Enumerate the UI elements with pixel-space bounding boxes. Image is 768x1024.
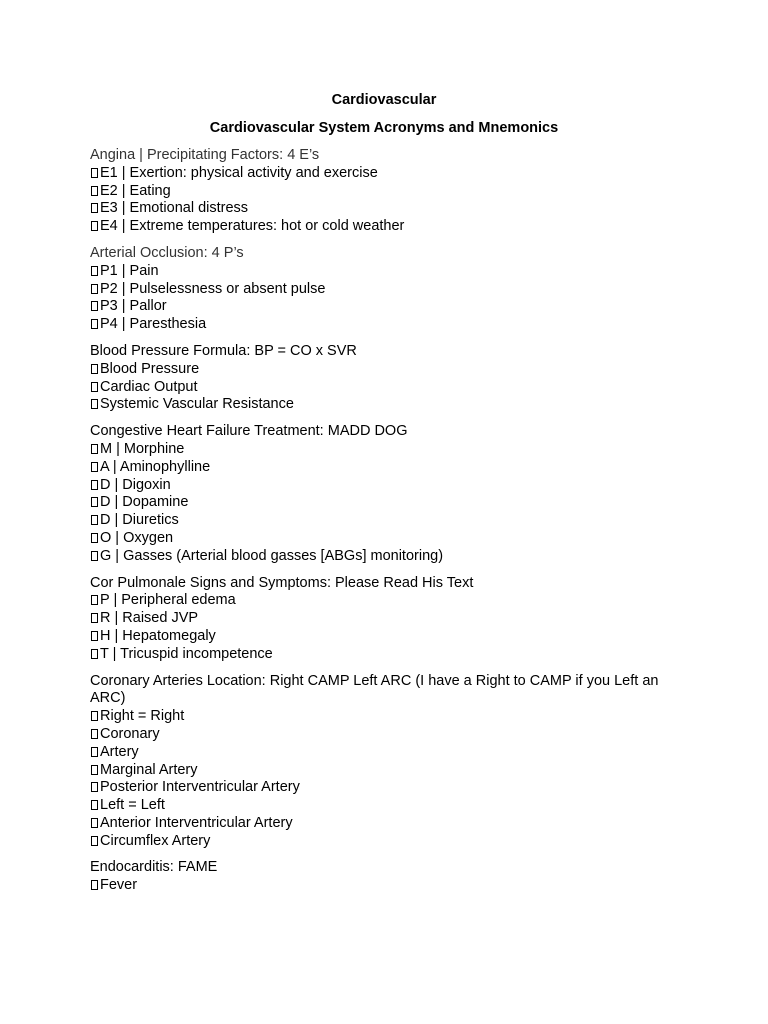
list-item-text: Right = Right — [100, 708, 185, 725]
missing-glyph-box-icon — [91, 186, 98, 196]
missing-glyph-box-icon — [91, 364, 98, 374]
list-item — [90, 726, 690, 744]
list-item-text: Marginal Artery — [100, 761, 198, 778]
list-item-text: O | Oxygen — [100, 529, 174, 546]
list-item-text: A | Aminophylline — [100, 458, 211, 475]
list-item-text: E1 | Exertion: physical activity and exercise — [100, 164, 378, 181]
list-item — [90, 877, 690, 895]
list-item-text: P | Peripheral edema — [100, 592, 236, 609]
missing-glyph-box-icon — [91, 203, 98, 213]
list-item — [90, 200, 690, 218]
list-item-text: D | Dopamine — [100, 494, 189, 511]
list-item — [90, 530, 690, 548]
list-item — [90, 610, 690, 628]
list-item-text: Posterior Interventricular Artery — [100, 779, 300, 796]
missing-glyph-box-icon — [91, 301, 98, 311]
list-item — [90, 477, 690, 495]
list-item-text: P4 | Paresthesia — [100, 316, 207, 333]
missing-glyph-box-icon — [91, 480, 98, 490]
missing-glyph-box-icon — [91, 399, 98, 409]
list-item-text: Blood Pressure — [100, 360, 200, 377]
missing-glyph-box-icon — [91, 221, 98, 231]
list-item-text: Anterior Interventricular Artery — [100, 814, 293, 831]
list-item — [90, 396, 690, 414]
list-item-text: P1 | Pain — [100, 262, 159, 279]
missing-glyph-box-icon — [91, 515, 98, 525]
list-item-text: Fever — [100, 877, 138, 894]
missing-glyph-box-icon — [91, 729, 98, 739]
list-item — [90, 459, 690, 477]
list-item-text: P2 | Pulselessness or absent pulse — [100, 280, 326, 297]
section-heading: Angina | Precipitating Factors: 4 E’s — [90, 147, 320, 163]
missing-glyph-box-icon — [91, 497, 98, 507]
mnemonic-section — [90, 245, 690, 334]
list-item-text: Systemic Vascular Resistance — [100, 396, 294, 413]
missing-glyph-box-icon — [91, 765, 98, 775]
list-item-text: D | Diuretics — [100, 512, 179, 529]
missing-glyph-box-icon — [91, 595, 98, 605]
list-item-text: R | Raised JVP — [100, 610, 199, 627]
missing-glyph-box-icon — [91, 880, 98, 890]
list-item — [90, 183, 690, 201]
list-item — [90, 218, 690, 236]
list-item — [90, 548, 690, 566]
list-item — [90, 797, 690, 815]
page-title: Cardiovascular — [331, 92, 437, 108]
mnemonic-section — [90, 575, 690, 664]
list-item — [90, 263, 690, 281]
list-item-text: Left = Left — [100, 797, 165, 814]
page-subtitle: Cardiovascular System Acronyms and Mnemonics — [209, 120, 559, 136]
missing-glyph-box-icon — [91, 782, 98, 792]
section-heading: Cor Pulmonale Signs and Symptoms: Please Read His Text — [90, 574, 474, 591]
list-item — [90, 815, 690, 833]
section-heading: Endocarditis: FAME — [90, 859, 218, 876]
list-item — [90, 165, 690, 183]
list-item-text: E2 | Eating — [100, 182, 171, 199]
list-item-text: G | Gasses (Arterial blood gasses [ABGs] monitoring) — [100, 547, 444, 564]
list-item — [90, 441, 690, 459]
missing-glyph-box-icon — [91, 266, 98, 276]
list-item — [90, 281, 690, 299]
section-heading: Congestive Heart Failure Treatment: MADD DOG — [90, 423, 408, 440]
list-item-text: H | Hepatomegaly — [100, 627, 216, 644]
missing-glyph-box-icon — [91, 800, 98, 810]
mnemonic-section — [90, 673, 690, 851]
list-item-text: D | Digoxin — [100, 476, 171, 493]
sections-list — [90, 147, 690, 904]
list-item — [90, 512, 690, 530]
list-item-text: T | Tricuspid incompetence — [100, 645, 273, 662]
list-item-text: P3 | Pallor — [100, 298, 167, 315]
missing-glyph-box-icon — [91, 836, 98, 846]
missing-glyph-box-icon — [91, 284, 98, 294]
list-item — [90, 779, 690, 797]
missing-glyph-box-icon — [91, 533, 98, 543]
list-item — [90, 744, 690, 762]
list-item-text: E3 | Emotional distress — [100, 200, 249, 217]
list-item-text: Cardiac Output — [100, 378, 198, 395]
list-item-text: Circumflex Artery — [100, 832, 211, 849]
missing-glyph-box-icon — [91, 711, 98, 721]
list-item — [90, 628, 690, 646]
missing-glyph-box-icon — [91, 613, 98, 623]
list-item — [90, 379, 690, 397]
missing-glyph-box-icon — [91, 319, 98, 329]
mnemonic-section — [90, 147, 690, 236]
list-item — [90, 762, 690, 780]
missing-glyph-box-icon — [91, 631, 98, 641]
missing-glyph-box-icon — [91, 462, 98, 472]
missing-glyph-box-icon — [91, 444, 98, 454]
list-item — [90, 592, 690, 610]
missing-glyph-box-icon — [91, 818, 98, 828]
section-heading: Coronary Arteries Location: Right CAMP Left ARC (I have a Right to CAMP if you Left an ARC) — [90, 672, 659, 707]
section-heading: Blood Pressure Formula: BP = CO x SVR — [90, 342, 357, 359]
mnemonic-section — [90, 423, 690, 565]
mnemonic-section — [90, 859, 690, 895]
list-item — [90, 361, 690, 379]
list-item-text: Coronary — [100, 725, 160, 742]
list-item-text: E4 | Extreme temperatures: hot or cold weather — [100, 218, 405, 235]
missing-glyph-box-icon — [91, 747, 98, 757]
list-item — [90, 494, 690, 512]
missing-glyph-box-icon — [91, 649, 98, 659]
mnemonic-section — [90, 343, 690, 414]
missing-glyph-box-icon — [91, 551, 98, 561]
section-heading: Arterial Occlusion: 4 P’s — [90, 244, 244, 261]
missing-glyph-box-icon — [91, 382, 98, 392]
missing-glyph-box-icon — [91, 168, 98, 178]
list-item — [90, 833, 690, 851]
list-item — [90, 298, 690, 316]
list-item — [90, 646, 690, 664]
list-item-text: Artery — [100, 743, 139, 760]
list-item-text: M | Morphine — [100, 440, 185, 457]
list-item — [90, 708, 690, 726]
list-item — [90, 316, 690, 334]
